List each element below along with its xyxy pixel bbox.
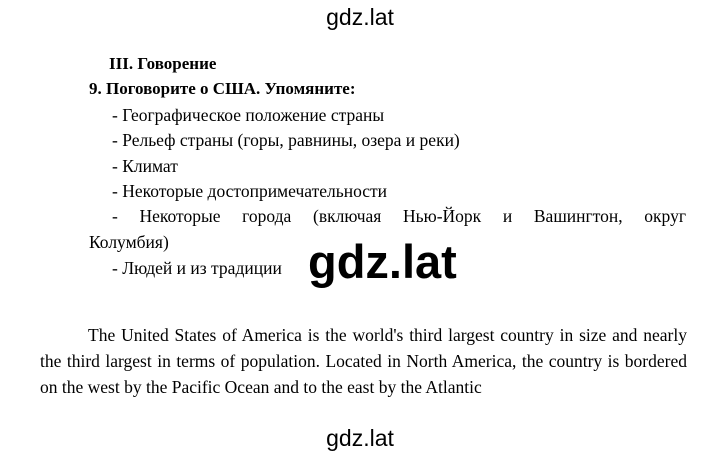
list-item: - Некоторые достопримечательности [112, 181, 388, 201]
task-heading: 9. Поговорите о США. Упомяните: [89, 79, 356, 98]
list-item: - Климат [112, 156, 178, 176]
watermark-top: gdz.lat [326, 4, 394, 30]
answer-paragraph: The United States of America is the world's third largest country in size and nearly the third largest in terms of population. Located in North America, the country is bordered on the west by the Pacific Ocean and to the east by the Atlantic [40, 325, 687, 397]
list-item: - Рельеф страны (горы, равнины, озера и реки) [112, 130, 460, 150]
section-heading: III. Говорение [109, 54, 217, 73]
list-item: - Людей и из традиции [112, 258, 282, 278]
watermark-center: gdz.lat [304, 234, 461, 290]
list-item: - Некоторые города (включая Нью-Йорк и Вашингтон, округ [112, 206, 686, 226]
list-item-continuation: Колумбия) [89, 232, 169, 252]
list-item: - Географическое положение страны [112, 105, 385, 125]
watermark-bottom: gdz.lat [326, 425, 394, 451]
